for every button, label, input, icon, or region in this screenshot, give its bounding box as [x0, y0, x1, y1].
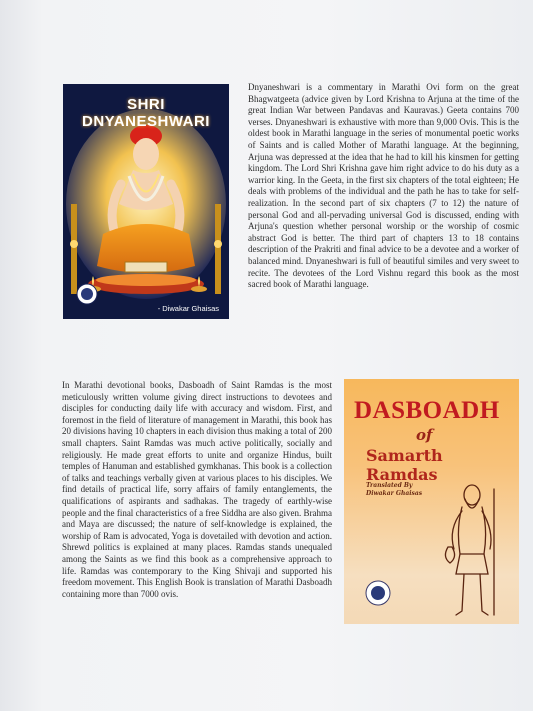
cover2-subtitle: Samarth Ramdas [366, 446, 443, 484]
cover1-title: SHRI DNYANESHWARI [82, 96, 210, 130]
dasboadh-cover [344, 379, 519, 624]
dasboadh-description: In Marathi devotional books, Dasboadh of Saint Ramdas is the most meticulously written volume giving direct instructions to devotees and disciples for conducting daily life with accuracy and wisdom. First, and foremost in the field of literature of management in Marathi, this book has 20 divisions having 10 chapters in each division thus making a total of 200 small chapters. Saint Ramdas was much active politically, socially and religiously. He made great efforts to unite and organize Hindus, built temples of Hanuman and established gymkhanas. This book is a collection of talks and teachings verbally given at various places to his disciples. We find details of practical life, sorry affairs of family entanglements, the qualifications of aspirants and sadhakas. The tragedy of earthly-wise people and the final characteristics of a free Siddha are also given. Brahma and Maya are discussed; the nature of self-knowledge is explained, the worship of Ram is advocated, Yoga is dovetailed with devotion and action. Shrewd politics is explained at many places. Ramdas stands unequaled among the Saints as we find this book as a comprehensive approach to life. Ramdas was contemporary to the King Shivaji and supported his freedom movement. This English Book is translation of Marathi Dasboadh containing more than 7000 ovis. [62, 380, 332, 599]
cover2-translated-by: Translated By [366, 482, 413, 489]
cover2-translator-block [366, 482, 422, 497]
cover2-translator: Diwakar Ghaisas [366, 489, 423, 497]
shri-dnyaneshwari-cover [63, 84, 229, 319]
dnyaneshwari-description: Dnyaneshwari is a commentary in Marathi Ovi form on the great Bhagwatgeeta (advice given by Lord Krishna to Arjuna at the time of the great Indian War between Pandavas and Kauravas.) Geeta contains 700 verses. Dnyaneshwari is exhaustive with more than 9,000 Ovis. This is the oldest book in Marathi language in the series of monumental poetic works of Saints and is called Mother of Marathi language. At the beginning, Arjuna was depressed at the idea that he had to kill his kinsmen for getting kingdom. The Lord Shri Krishna gave him right advice to do his duty as a warrior king. In the Geeta, in the first six chapters of the total eighteen; He deals with problems of the individual and the path he has to take for self-realization. In the second part of six chapters (7 to 12) the nature of personal God and all-pervading universal God is discussed, ending with Arjuna's question whether personal worship or the worship of cosmic abstract God is better. The third part of chapters 13 to 18 contains description of the Prakriti and final advice to be a devotee and a worker of balanced mind. Dnyaneshwari is full of beautiful similes and very sweet to recite. The devotees of the Lord Vishnu regard this book as the most sacred book of Marathi language. [248, 82, 519, 290]
cover2-of: of [416, 426, 433, 444]
publisher-seal-icon [366, 581, 390, 605]
cover1-author: - Diwakar Ghaisas [157, 304, 219, 313]
cover2-title: DASBOADH [354, 397, 500, 424]
